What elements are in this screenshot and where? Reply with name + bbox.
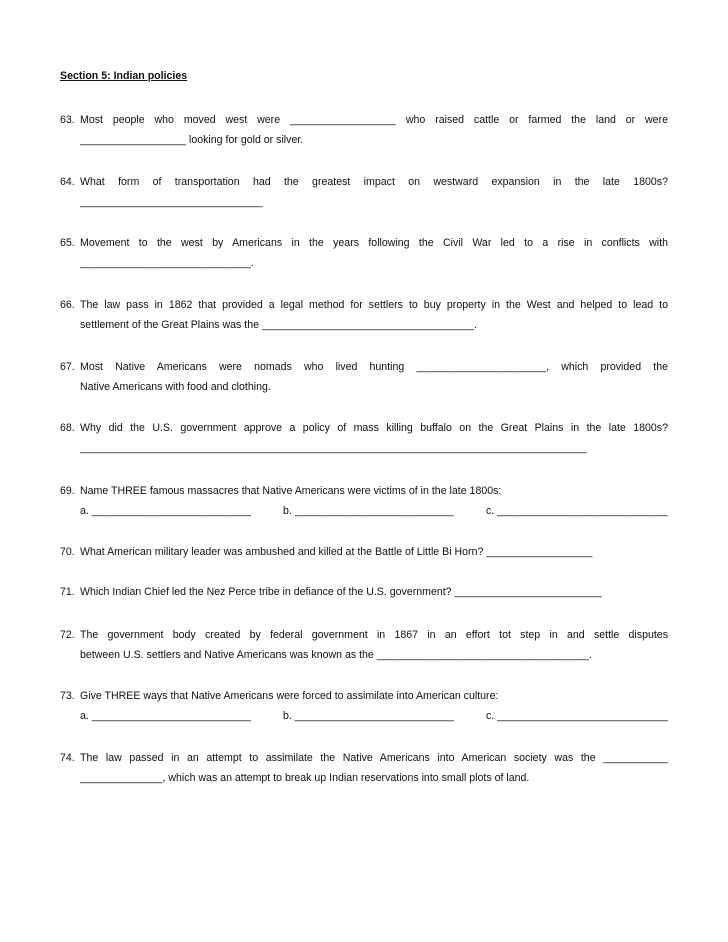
question-line <box>60 585 668 605</box>
answer-blank-c: c. _____________________________ <box>485 710 668 722</box>
answer-blank-c: c. _____________________________ <box>485 505 668 517</box>
question-line <box>60 298 668 318</box>
question-number: 68. <box>60 422 75 434</box>
question-number: 65. <box>60 237 75 249</box>
answer-blank: _______________________________ <box>80 196 263 208</box>
question-line <box>60 689 668 709</box>
question-line <box>60 380 668 400</box>
question-number: 67. <box>60 361 75 373</box>
question-text: What American military leader was ambushed and killed at the Battle of Little Bi Horn? __________________ <box>80 546 593 558</box>
question-69 <box>60 484 668 524</box>
question-line <box>60 751 668 771</box>
question-line <box>60 175 668 195</box>
question-73 <box>60 689 668 729</box>
question-63 <box>60 113 668 153</box>
question-line <box>60 484 668 504</box>
question-number: 74. <box>60 752 75 764</box>
answer-blank-a: a. ___________________________ <box>80 505 251 517</box>
question-66 <box>60 298 668 338</box>
question-line <box>60 421 668 441</box>
question-text-continued: settlement of the Great Plains was the ____________________________________. <box>80 319 477 331</box>
question-line <box>60 195 668 215</box>
question-number: 70. <box>60 546 75 558</box>
question-65 <box>60 236 668 276</box>
question-text: Which Indian Chief led the Nez Perce tribe in defiance of the U.S. government? _________________________ <box>80 586 602 598</box>
question-number: 72. <box>60 629 75 641</box>
question-line <box>60 441 668 461</box>
question-line <box>60 113 668 133</box>
question-text: Why did the U.S. government approve a policy of mass killing buffalo on the Great Plains in the late 1800s? <box>80 422 668 434</box>
question-text-continued: ______________, which was an attempt to break up Indian reservations into small plots of land. <box>80 772 530 784</box>
answer-blank: ______________________________________________________________________________________ <box>80 442 587 454</box>
question-line <box>60 256 668 276</box>
question-number: 66. <box>60 299 75 311</box>
question-text-continued: Native Americans with food and clothing. <box>80 381 271 393</box>
question-text: Most Native Americans were nomads who lived hunting ______________________, which provided the <box>80 361 668 373</box>
question-text-continued: between U.S. settlers and Native Americans was known as the ____________________________________. <box>80 649 592 661</box>
question-70 <box>60 545 668 565</box>
question-line <box>60 545 668 565</box>
section-title: Section 5: Indian policies <box>60 70 188 82</box>
question-text: The government body created by federal government in 1867 in an effort tot step in and settle disputes <box>80 629 668 641</box>
question-text: The law pass in 1862 that provided a legal method for settlers to buy property in the West and helped to lead to <box>80 299 668 311</box>
question-67 <box>60 360 668 400</box>
answer-options-row <box>60 709 668 729</box>
question-text: Movement to the west by Americans in the years following the Civil War led to a rise in conflicts with <box>80 237 668 249</box>
question-text: The law passed in an attempt to assimilate the Native Americans into American society was the ___________ <box>80 752 668 764</box>
question-number: 73. <box>60 690 75 702</box>
question-line <box>60 318 668 338</box>
question-74 <box>60 751 668 791</box>
question-text: What form of transportation had the greatest impact on westward expansion in the late 1800s? <box>80 176 668 188</box>
question-line <box>60 236 668 256</box>
question-text: Most people who moved west were __________________ who raised cattle or farmed the land or were <box>80 114 668 126</box>
question-line <box>60 133 668 153</box>
question-number: 71. <box>60 586 75 598</box>
question-line <box>60 648 668 668</box>
question-line <box>60 771 668 791</box>
question-68 <box>60 421 668 461</box>
question-72 <box>60 628 668 668</box>
question-number: 69. <box>60 485 75 497</box>
question-64 <box>60 175 668 215</box>
question-number: 63. <box>60 114 75 126</box>
question-line <box>60 360 668 380</box>
question-text: Give THREE ways that Native Americans were forced to assimilate into American culture: <box>80 690 499 702</box>
answer-blank-a: a. ___________________________ <box>80 710 251 722</box>
question-71 <box>60 585 668 605</box>
answer-blank: _____________________________. <box>80 257 254 269</box>
answer-options-row <box>60 504 668 524</box>
question-line <box>60 628 668 648</box>
answer-blank-b: b. ___________________________ <box>282 710 454 722</box>
answer-blank-b: b. ___________________________ <box>282 505 454 517</box>
question-text-continued: __________________ looking for gold or silver. <box>80 134 304 146</box>
question-text: Name THREE famous massacres that Native Americans were victims of in the late 1800s: <box>80 485 502 497</box>
question-number: 64. <box>60 176 75 188</box>
